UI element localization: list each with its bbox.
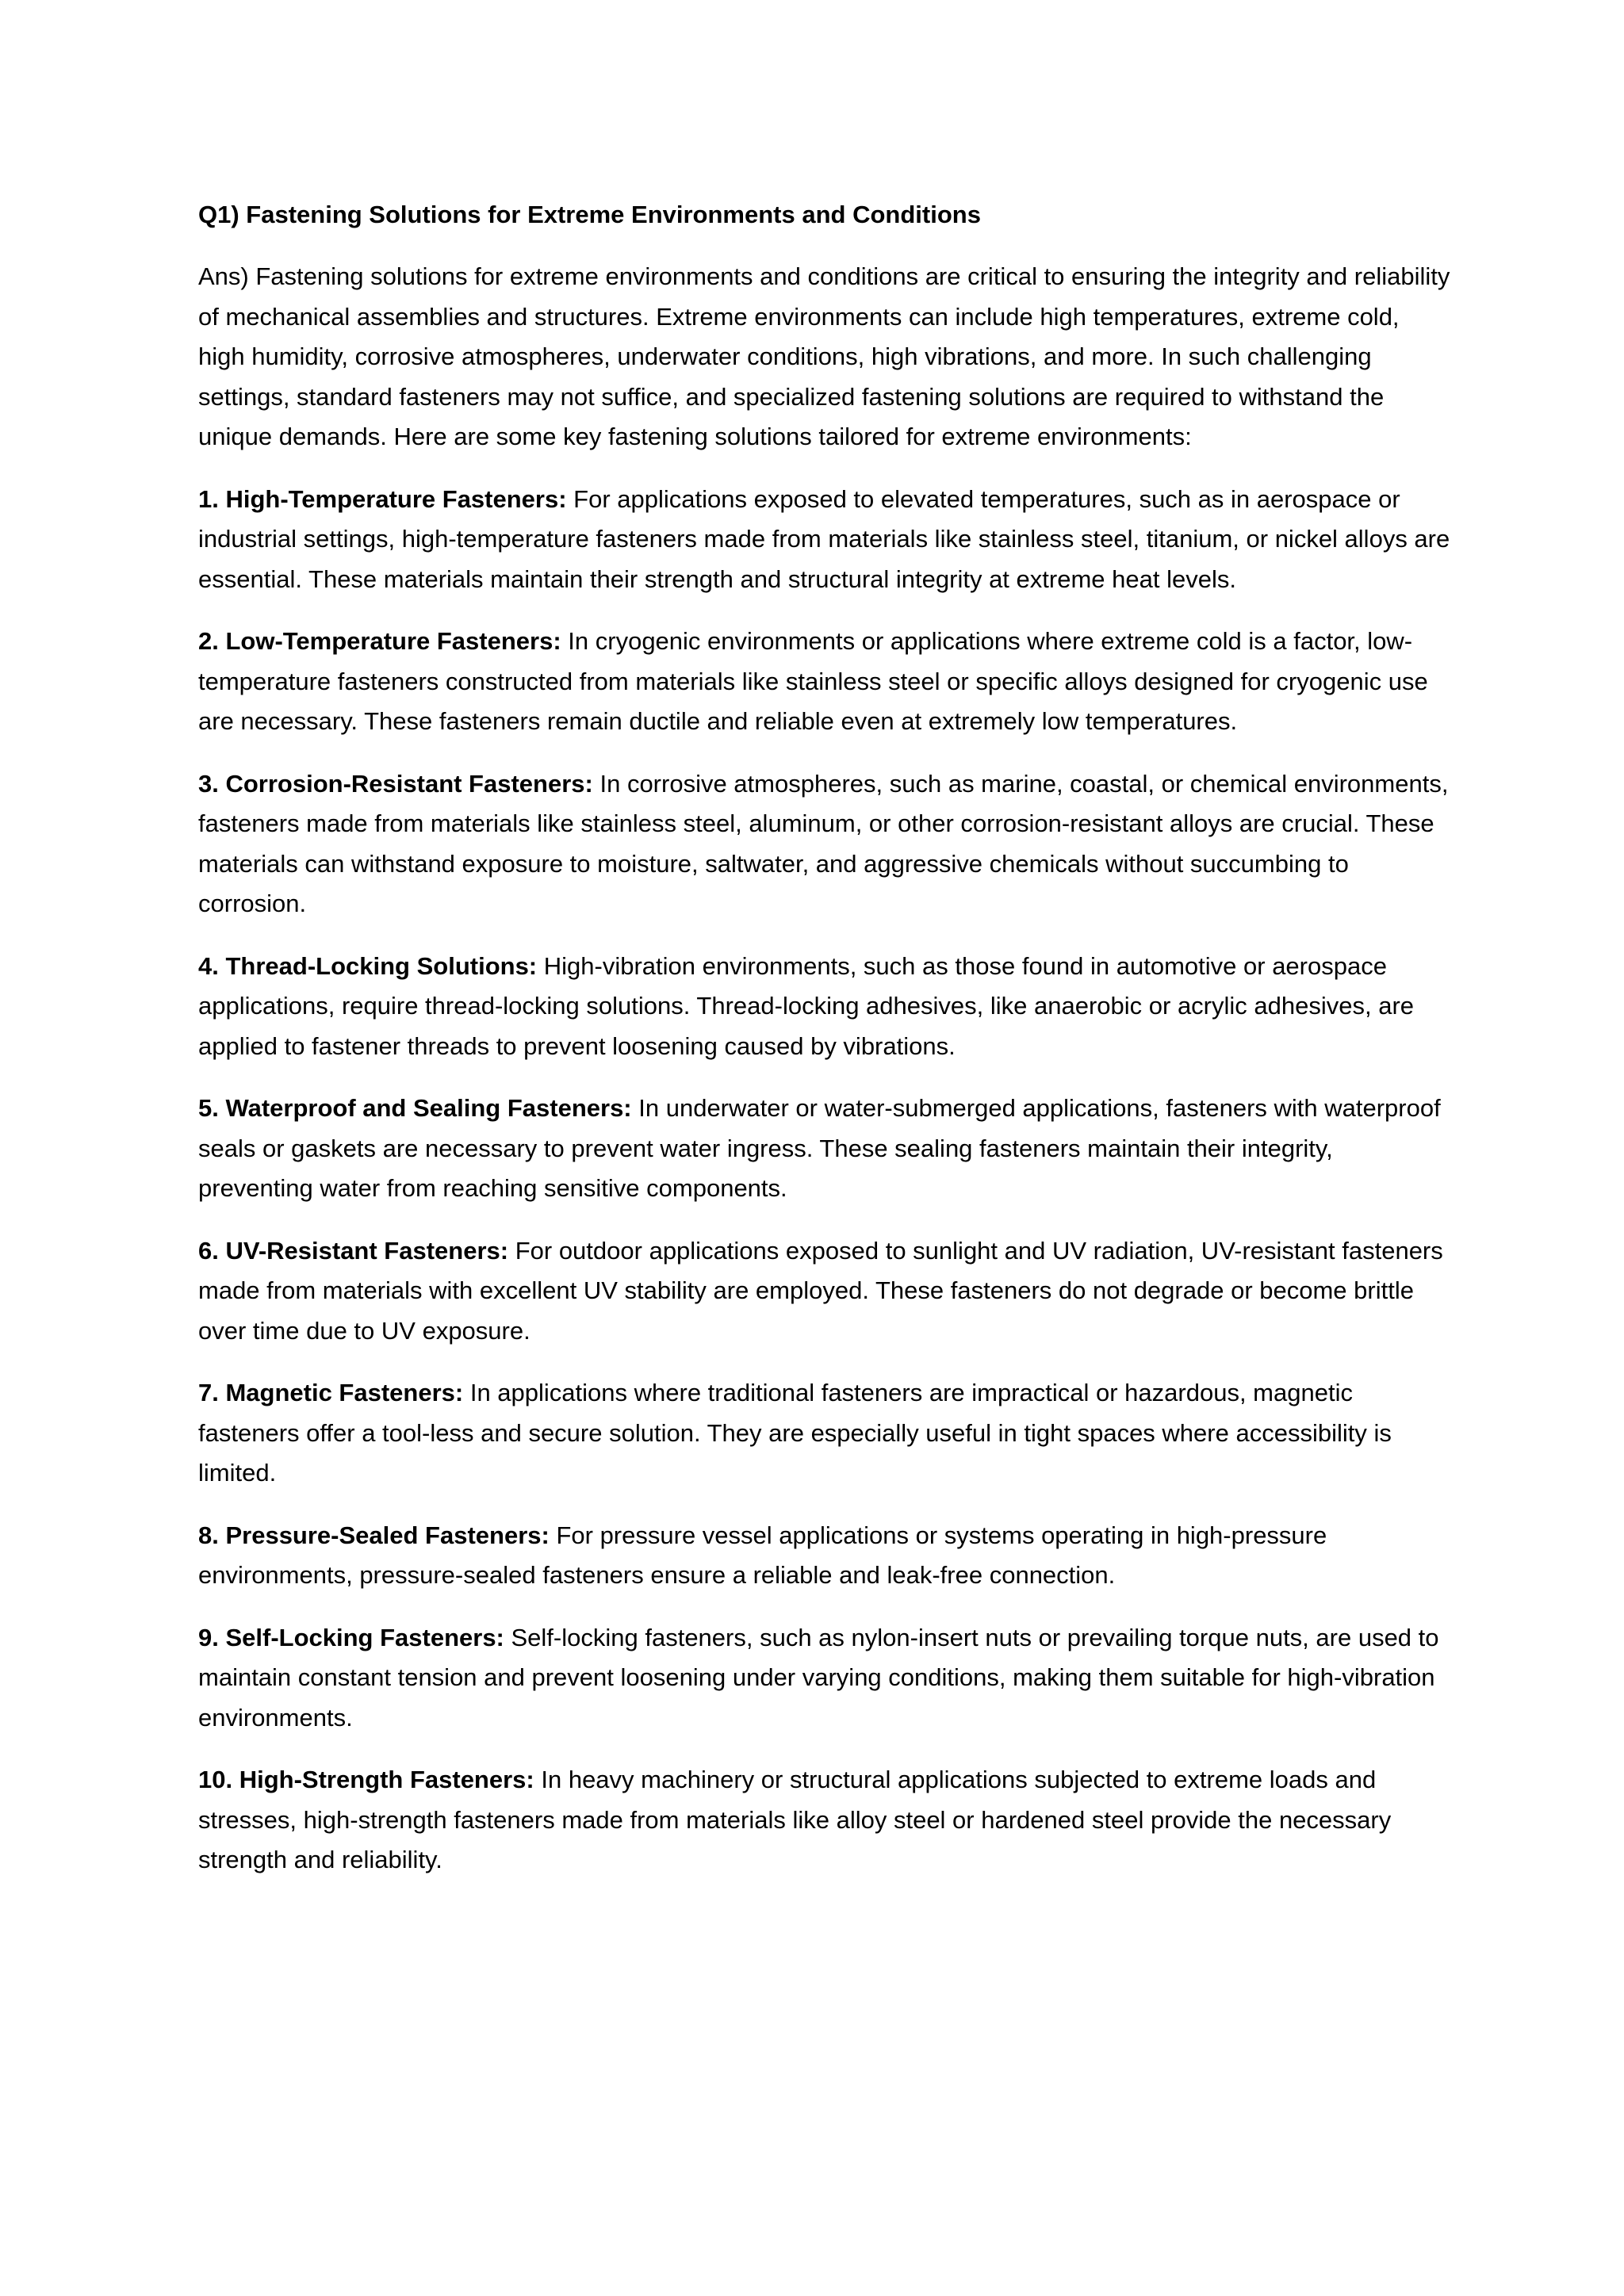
list-item (198, 1373, 1451, 1494)
list-item (198, 1231, 1451, 1352)
item-text: For pressure vessel applications or systems operating in high-pressure environments, pressure-sealed fasteners ensure a reliable and leak-free connection. (198, 1521, 1327, 1589)
list-item (198, 1516, 1451, 1596)
list-item (198, 480, 1451, 600)
item-text: In cryogenic environments or applications where extreme cold is a factor, low-temperature fasteners constructed from materials like stainless steel or specific alloys designed for cryogenic use are necessary. These fasteners remain ductile and reliable even at extremely low temperatures. (198, 627, 1428, 735)
item-label: 5. Waterproof and Sealing Fasteners: (198, 1094, 632, 1122)
item-label: 7. Magnetic Fasteners: (198, 1379, 464, 1406)
item-label: 8. Pressure-Sealed Fasteners: (198, 1521, 550, 1549)
item-text: For applications exposed to elevated temperatures, such as in aerospace or industrial settings, high-temperature fasteners made from materials like stainless steel, titanium, or nickel alloys are essential. These materials maintain their strength and structural integrity at extreme heat levels. (198, 484, 1450, 593)
intro-paragraph: Ans) Fastening solutions for extreme environments and conditions are critical to ensuring the integrity and reliability of mechanical assemblies and structures. Extreme environments can include high temperatures, extreme cold, high humidity, corrosive atmospheres, underwater conditions, high vibrations, and more. In such challenging settings, standard fasteners may not suffice, and specialized fastening solutions are required to withstand the unique demands. Here are some key fastening solutions tailored for extreme environments: (198, 262, 1450, 450)
item-text: In applications where traditional fasteners are impractical or hazardous, magnetic fasteners offer a tool-less and secure solution. They are especially useful in tight spaces where accessibility is limited. (198, 1379, 1392, 1487)
list-item (198, 1089, 1451, 1209)
item-label: 10. High-Strength Fasteners: (198, 1766, 534, 1793)
item-text: For outdoor applications exposed to sunlight and UV radiation, UV-resistant fasteners made from materials with excellent UV stability are employed. These fasteners do not degrade or become brittle over time due to UV exposure. (198, 1236, 1443, 1345)
item-label: 1. High-Temperature Fasteners: (198, 484, 567, 513)
list-item (198, 1760, 1451, 1881)
item-label: 6. UV-Resistant Fasteners: (198, 1236, 509, 1265)
item-text: In heavy machinery or structural applications subjected to extreme loads and stresses, high-strength fasteners made from materials like alloy steel or hardened steel provide the necessary strength and reliability. (198, 1766, 1392, 1873)
item-label: 3. Corrosion-Resistant Fasteners: (198, 769, 593, 798)
item-text: High-vibration environments, such as those found in automotive or aerospace applications, require thread-locking solutions. Thread-locking adhesives, like anaerobic or acrylic adhesives, are applied to fastener threads to prevent loosening caused by vibrations. (198, 951, 1415, 1060)
item-text: Self-locking fasteners, such as nylon-insert nuts or prevailing torque nuts, are used to maintain constant tension and prevent loosening under varying conditions, making them suitable for high-vibration environments. (198, 1623, 1439, 1732)
list-item (198, 622, 1451, 742)
item-label: 2. Low-Temperature Fasteners: (198, 627, 561, 655)
document-title: Q1) Fastening Solutions for Extreme Environments and Conditions (198, 201, 981, 228)
document-page (198, 195, 1451, 1903)
item-label: 9. Self-Locking Fasteners: (198, 1623, 504, 1651)
item-text: In corrosive atmospheres, such as marine, coastal, or chemical environments, fasteners made from materials like stainless steel, aluminum, or other corrosion-resistant alloys are crucial. These materials can withstand exposure to moisture, saltwater, and aggressive chemicals without succumbing to corrosion. (198, 769, 1449, 917)
list-item (198, 1618, 1451, 1739)
list-item (198, 764, 1451, 924)
item-text: In underwater or water-submerged applications, fasteners with waterproof seals or gaskets are necessary to prevent water ingress. These sealing fasteners maintain their integrity, preventing water from reaching sensitive components. (198, 1094, 1441, 1202)
item-label: 4. Thread-Locking Solutions: (198, 951, 538, 980)
list-item (198, 947, 1451, 1067)
